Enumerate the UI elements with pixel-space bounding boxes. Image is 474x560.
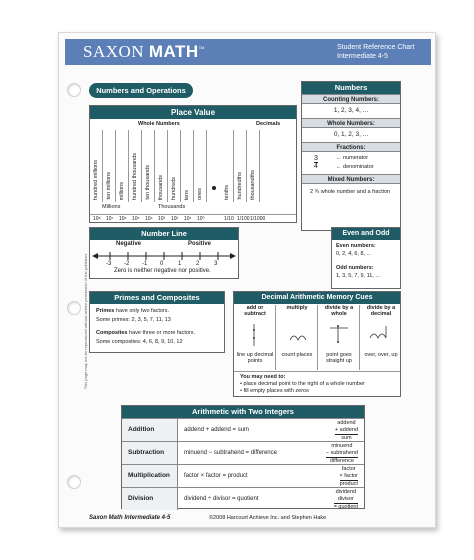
place-value-column — [105, 130, 116, 202]
footer-copyright: ©2008 Harcourt Achieve Inc. and Stephen Hake — [209, 515, 327, 521]
place-value-column — [157, 130, 168, 202]
place-value-power: 10² — [171, 216, 179, 222]
number-line-tick-label: 3 — [214, 261, 218, 267]
brand-prefix: SAXON — [83, 42, 145, 61]
place-value-column-label: ten thousands — [145, 165, 151, 200]
place-value-column-label: hundredths — [237, 172, 243, 200]
composites-term: Composites — [96, 330, 128, 336]
counting-label: Counting Numbers: — [302, 94, 400, 104]
operation-equation: factor × factor = product — [184, 473, 248, 479]
composites-examples: Some composites: 4, 6, 8, 9, 10, 12 — [96, 339, 183, 345]
arithmetic-title: Arithmetic with Two Integers — [122, 406, 364, 418]
primes-text: have only two factors. — [114, 308, 170, 314]
odd-value: 1, 3, 5, 7, 9, 11, ... — [336, 273, 380, 279]
form-bottom: product — [339, 481, 358, 487]
primes-definition — [96, 308, 169, 314]
reference-chart-page — [58, 32, 436, 528]
chart-title — [337, 43, 423, 61]
place-value-column — [196, 130, 207, 202]
form-top: minuend — [331, 443, 353, 449]
fraction — [314, 155, 318, 170]
form-top: dividend — [335, 489, 357, 495]
group-label: Millions — [102, 204, 121, 210]
number-line-tick-label: 0 — [160, 261, 164, 267]
form-bottom: sum — [341, 435, 352, 441]
arithmetic-row — [122, 464, 364, 487]
odd-label: Odd numbers: — [336, 265, 374, 271]
form-top: factor — [341, 466, 356, 472]
place-value-power: 10¹ — [184, 216, 192, 222]
chart-title-line2: Intermediate 4-5 — [337, 53, 388, 60]
place-value-powers — [90, 214, 296, 223]
place-value-column — [131, 130, 142, 202]
primes-composites-panel — [89, 291, 225, 353]
operation-name: Division — [122, 488, 178, 510]
cue-note: • place decimal point to the right of a whole number — [240, 381, 365, 387]
operation-equation: dividend ÷ divisor = quotient — [184, 496, 259, 502]
binder-hole — [67, 475, 81, 489]
cue-header: multiply — [286, 305, 308, 311]
operation-equation: addend + addend = sum — [184, 427, 250, 433]
whole-value: 0, 1, 2, 3, ... — [333, 131, 369, 138]
number-line-tick-label: 2 — [196, 261, 200, 267]
operation-name: Multiplication — [122, 465, 178, 487]
brand-main: MATH — [148, 42, 199, 61]
cue-text: line up decimal points — [236, 352, 274, 364]
arithmetic-panel — [121, 405, 365, 509]
operation-vertical-form — [335, 420, 358, 442]
cue-note-intro: You may need to: — [240, 374, 286, 380]
operation-vertical-form — [334, 489, 358, 511]
place-value-power: 10⁶ — [119, 216, 127, 222]
denominator-note: ← denominator — [336, 164, 374, 170]
cue-text: count places — [281, 352, 313, 358]
footer-title: Saxon Math Intermediate 4-5 — [89, 515, 171, 521]
place-value-column-label: hundred thousands — [132, 152, 138, 200]
operation-name: Subtraction — [122, 442, 178, 464]
composites-definition — [96, 330, 195, 336]
negative-label: Negative — [116, 241, 142, 247]
header-banner — [65, 39, 431, 65]
cue-illustrations — [234, 320, 400, 350]
place-value-panel — [89, 105, 297, 223]
operation-name: Addition — [122, 419, 178, 441]
group-label: Thousands — [158, 204, 186, 210]
place-value-column-label: tenths — [224, 185, 230, 200]
form-bottom: difference — [329, 458, 354, 464]
cue-text: over, over, up — [364, 352, 398, 358]
number-line-tick-label: 1 — [178, 261, 182, 267]
place-value-column-label: thousandths — [250, 170, 256, 200]
cue-header: add or subtract — [244, 305, 266, 317]
form-middle: − subtrahend — [325, 450, 358, 456]
place-value-power: 1/10 — [224, 216, 234, 222]
number-line-tick-label: -3 — [106, 261, 112, 267]
place-value-column — [236, 130, 247, 202]
trademark: ™ — [198, 46, 206, 53]
mixed-label: Mixed Numbers: — [302, 174, 400, 184]
arithmetic-row — [122, 418, 364, 441]
place-value-column-label: ten millions — [106, 172, 112, 200]
decimals-label: Decimals — [256, 121, 281, 127]
chart-title-line1: Student Reference Chart — [337, 44, 415, 51]
form-middle: × factor — [339, 473, 358, 479]
decimal-cues-title: Decimal Arithmetic Memory Cues — [234, 292, 400, 304]
composites-text: have three or more factors. — [127, 330, 196, 336]
place-value-title: Place Value — [90, 106, 296, 119]
copyright-side-note: This page may not be reproduced without written permission of the publisher. — [83, 253, 88, 390]
zero-note: Zero is neither negative nor positive. — [114, 268, 211, 274]
place-value-column — [144, 130, 155, 202]
place-value-column — [183, 130, 194, 202]
cue-separator — [234, 371, 400, 372]
place-value-power: 10⁵ — [132, 216, 140, 222]
whole-numbers-label: Whole Numbers — [138, 121, 180, 127]
number-line-panel — [89, 227, 239, 279]
positive-label: Positive — [188, 241, 212, 247]
numbers-title: Numbers — [302, 82, 400, 94]
even-odd-title: Even and Odd — [332, 228, 400, 240]
number-line-tick-label: -1 — [142, 261, 148, 267]
place-value-column — [92, 130, 103, 202]
place-value-power: 10⁴ — [145, 216, 153, 222]
section-pill: Numbers and Operations — [89, 83, 193, 98]
mixed-value: 2 ¾ whole number and a fraction — [310, 189, 391, 195]
primes-examples: Some primes: 2, 3, 5, 7, 11, 13 — [96, 317, 171, 323]
place-value-column-label: hundred millions — [93, 159, 99, 200]
place-value-power: 10³ — [158, 216, 166, 222]
place-value-power: 1/100 — [237, 216, 250, 222]
binder-hole — [67, 301, 81, 315]
fraction-example — [302, 152, 400, 174]
place-value-column-label: millions — [119, 181, 125, 200]
number-line-title: Number Line — [90, 228, 238, 240]
primes-term: Primes — [96, 308, 115, 314]
place-value-column-label: thousands — [158, 174, 164, 200]
arithmetic-row — [122, 487, 364, 510]
numerator-note: ← numerator — [336, 155, 369, 161]
number-line-tick-label: -2 — [124, 261, 130, 267]
primes-title: Primes and Composites — [90, 292, 224, 304]
binder-hole — [67, 83, 81, 97]
place-value-column — [170, 130, 181, 202]
form-top: addend — [337, 420, 356, 426]
operation-equation: minuend − subtrahend = difference — [184, 450, 277, 456]
brand-logo — [83, 42, 205, 62]
operation-vertical-form — [340, 466, 359, 488]
counting-value: 1, 2, 3, 4, ... — [333, 107, 369, 114]
place-value-column-label: hundreds — [171, 177, 177, 200]
place-value-power: 10⁷ — [106, 216, 114, 222]
whole-label: Whole Numbers: — [302, 118, 400, 128]
fraction-denominator: 4 — [314, 163, 318, 170]
place-value-column — [249, 130, 260, 202]
form-middle: + addend — [334, 427, 358, 433]
place-value-column — [223, 130, 234, 202]
even-value: 0, 2, 4, 6, 8, ... — [336, 251, 372, 257]
fractions-label: Fractions: — [302, 142, 400, 152]
arithmetic-row — [122, 441, 364, 464]
even-odd-panel — [331, 227, 401, 289]
cue-header: divide by a whole — [324, 305, 354, 317]
cue-text: point goes straight up — [326, 352, 352, 364]
cue-note: • fill empty places with zeros — [240, 388, 309, 394]
decimal-point — [212, 186, 216, 190]
fraction-numerator: 3 — [314, 155, 318, 162]
place-value-power: 10⁰ — [197, 216, 205, 222]
place-value-column — [118, 130, 129, 202]
cue-header: divide by a decimal — [366, 305, 396, 317]
form-bottom: = quotient — [333, 504, 358, 510]
numbers-panel — [301, 81, 401, 231]
even-label: Even numbers: — [336, 243, 376, 249]
operation-vertical-form — [326, 443, 358, 465]
place-value-power: 10⁸ — [93, 216, 101, 222]
decimal-cues-panel — [233, 291, 401, 397]
place-value-column-label: ones — [197, 188, 203, 200]
place-value-column-label: tens — [184, 189, 190, 200]
form-middle: divisor — [334, 496, 358, 504]
place-value-power: 1/1000 — [250, 216, 266, 222]
